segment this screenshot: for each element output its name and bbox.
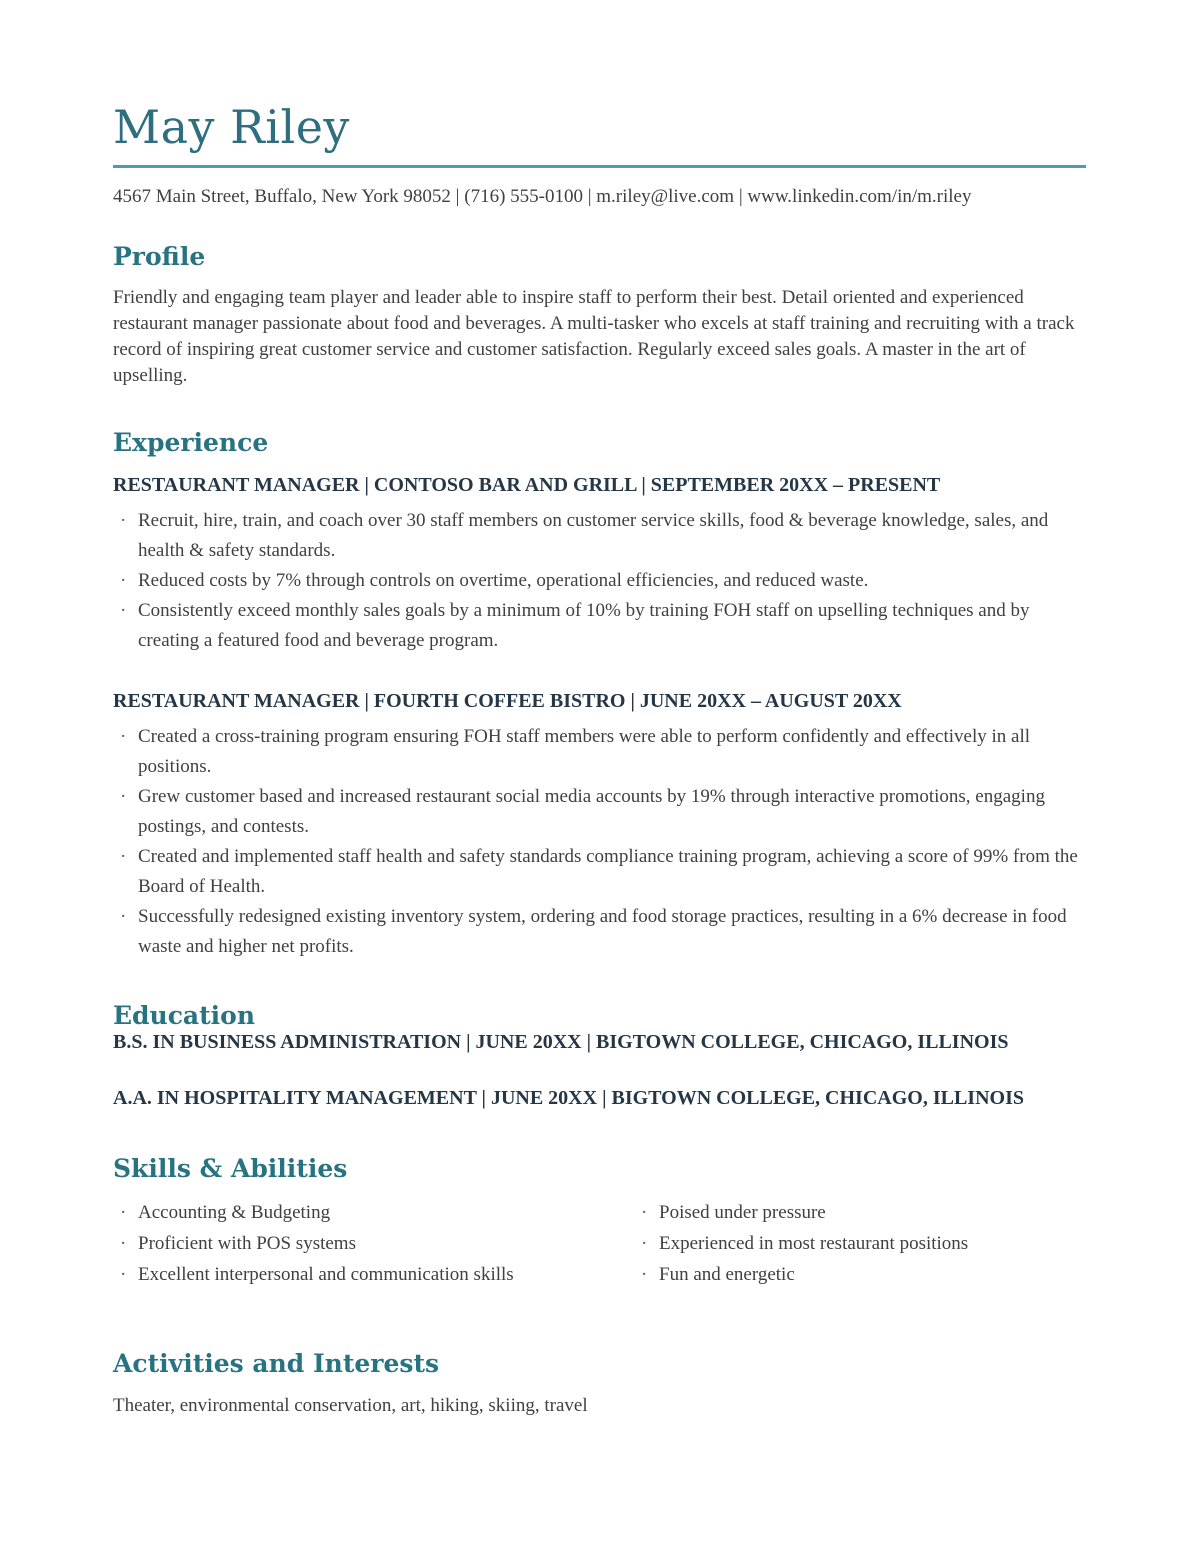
bullet-item: · Created a cross-training program ensuring FOH staff members were able to perform confidently and effectively in all positions.: [113, 722, 1086, 782]
job-entry: [113, 689, 1086, 962]
section-profile: [113, 243, 1086, 389]
skill-item: · Experienced in most restaurant positions: [634, 1228, 1086, 1259]
skills-list-right: [634, 1197, 1086, 1290]
job-bullet-list: [113, 506, 1086, 656]
job-title: RESTAURANT MANAGER | FOURTH COFFEE BISTRO | JUNE 20XX – AUGUST 20XX: [113, 689, 902, 712]
degree-line: B.S. IN BUSINESS ADMINISTRATION | JUNE 20XX | BIGTOWN COLLEGE, CHICAGO, ILLINOIS: [113, 1031, 1009, 1054]
resume-header: [113, 100, 1086, 209]
job-title: RESTAURANT MANAGER | CONTOSO BAR AND GRILL | SEPTEMBER 20XX – PRESENT: [113, 473, 941, 496]
skill-item: · Accounting & Budgeting: [113, 1197, 634, 1228]
bullet-item: · Reduced costs by 7% through controls on overtime, operational efficiencies, and reduced waste.: [113, 566, 1086, 596]
skill-item: · Fun and energetic: [634, 1259, 1086, 1290]
experience-heading: Experience: [113, 427, 269, 457]
skills-columns: [113, 1197, 1086, 1290]
activities-text: Theater, environmental conservation, art, hiking, skiing, travel: [113, 1394, 588, 1416]
job-bullet-list: [113, 722, 1086, 962]
bullet-item: · Successfully redesigned existing inventory system, ordering and food storage practices, resulting in a 6% decrease in food waste and higher net profits.: [113, 902, 1086, 962]
skill-item: · Excellent interpersonal and communication skills: [113, 1259, 634, 1290]
header-divider: [113, 165, 1086, 168]
section-experience: [113, 429, 1086, 962]
activities-heading: Activities and Interests: [113, 1349, 440, 1379]
bullet-item: · Created and implemented staff health and safety standards compliance training program, achieving a score of 99% from the Board of Health.: [113, 842, 1086, 902]
profile-heading: Profile: [113, 242, 206, 272]
skill-item: · Poised under pressure: [634, 1197, 1086, 1228]
person-name: May Riley: [113, 100, 350, 154]
job-entry: [113, 473, 1086, 656]
skills-column-left: [113, 1197, 634, 1290]
education-heading: Education: [113, 1000, 256, 1030]
skills-list-left: [113, 1197, 634, 1290]
section-activities: [113, 1350, 1086, 1419]
skills-column-right: [634, 1197, 1086, 1290]
bullet-item: · Consistently exceed monthly sales goals by a minimum of 10% by training FOH staff on upselling techniques and by creating a featured food and beverage program.: [113, 596, 1086, 656]
bullet-item: · Grew customer based and increased restaurant social media accounts by 19% through interactive promotions, engaging postings, and contests.: [113, 782, 1086, 842]
profile-text: Friendly and engaging team player and leader able to inspire staff to perform their best. Detail oriented and experienced restaurant manager passionate about food and beverages. A multi-tasker who excels at staff training and recruiting with a track record of inspiring great customer service and customer satisfaction. Regularly exceed sales goals. A master in the art of upselling.: [113, 286, 1075, 386]
section-skills: [113, 1155, 1086, 1290]
skills-heading: Skills & Abilities: [113, 1154, 348, 1184]
bullet-item: · Recruit, hire, train, and coach over 30 staff members on customer service skills, food & beverage knowledge, sales, and health & safety standards.: [113, 506, 1086, 566]
section-education: [113, 1002, 1086, 1112]
skill-item: · Proficient with POS systems: [113, 1228, 634, 1259]
degree-line: A.A. IN HOSPITALITY MANAGEMENT | JUNE 20XX | BIGTOWN COLLEGE, CHICAGO, ILLINOIS: [113, 1087, 1024, 1110]
contact-info: 4567 Main Street, Buffalo, New York 98052 | (716) 555-0100 | m.riley@live.com | www.linkedin.com/in/m.riley: [113, 186, 972, 208]
